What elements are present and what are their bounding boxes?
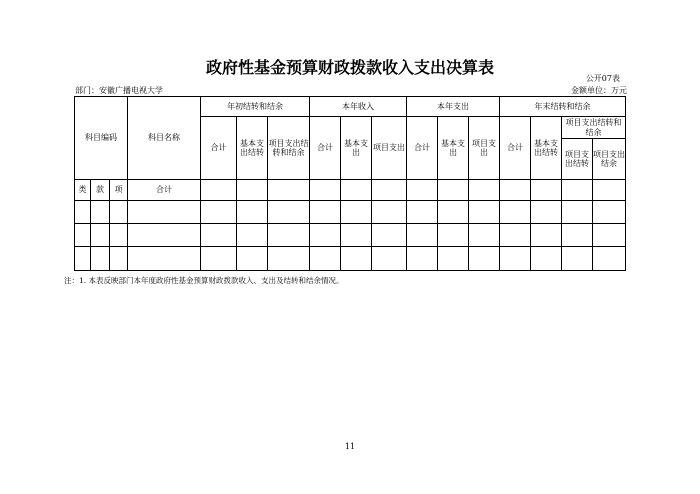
income-project-header: 项目支出 bbox=[372, 117, 407, 180]
closing-balance-header: 年末结转和结余 bbox=[500, 97, 626, 117]
footnote: 注：1. 本表反映部门本年度政府性基金预算财政拨款收入、支出及结转和结余情况。 bbox=[64, 276, 344, 285]
closing-basic-header: 基本支出结转 bbox=[531, 117, 562, 180]
department-label: 部门：安徽广播电视大学 bbox=[75, 86, 163, 95]
subject-name-header: 科目名称 bbox=[128, 97, 201, 180]
kuan-header: 款 bbox=[91, 180, 110, 200]
expense-project-header: 项目支出 bbox=[469, 117, 500, 180]
income-basic-header: 基本支出 bbox=[341, 117, 372, 180]
subject-code-header: 科目编码 bbox=[75, 97, 128, 180]
table-row bbox=[75, 200, 626, 223]
expense-total-header: 合计 bbox=[407, 117, 438, 180]
opening-balance-header: 年初结转和结余 bbox=[201, 97, 310, 117]
total-row-label: 合计 bbox=[128, 180, 201, 200]
page-title: 政府性基金预算财政拨款收入支出决算表 bbox=[205, 58, 494, 77]
page-number: 11 bbox=[344, 442, 356, 451]
total-row bbox=[75, 180, 626, 200]
unit-label: 金额单位：万元 bbox=[571, 86, 627, 95]
income-total-header: 合计 bbox=[310, 117, 341, 180]
opening-basic-header: 基本支出结转 bbox=[237, 117, 268, 180]
closing-project-balance-header: 项目支出结余 bbox=[593, 139, 626, 180]
current-income-header: 本年收入 bbox=[310, 97, 407, 117]
budget-table bbox=[74, 96, 626, 271]
opening-project-header: 项目支出结转和结余 bbox=[268, 117, 310, 180]
table-row bbox=[75, 246, 626, 270]
closing-project-header: 项目支出结转和结余 bbox=[562, 117, 626, 139]
form-code: 公开07表 bbox=[585, 74, 620, 83]
lei-header: 类 bbox=[75, 180, 91, 200]
xiang-header: 项 bbox=[110, 180, 128, 200]
opening-total-header: 合计 bbox=[201, 117, 237, 180]
closing-total-header: 合计 bbox=[500, 117, 531, 180]
expense-basic-header: 基本支出 bbox=[438, 117, 469, 180]
closing-project-carryover-header: 项目支出结转 bbox=[562, 139, 593, 180]
current-expense-header: 本年支出 bbox=[407, 97, 500, 117]
table-row bbox=[75, 223, 626, 246]
